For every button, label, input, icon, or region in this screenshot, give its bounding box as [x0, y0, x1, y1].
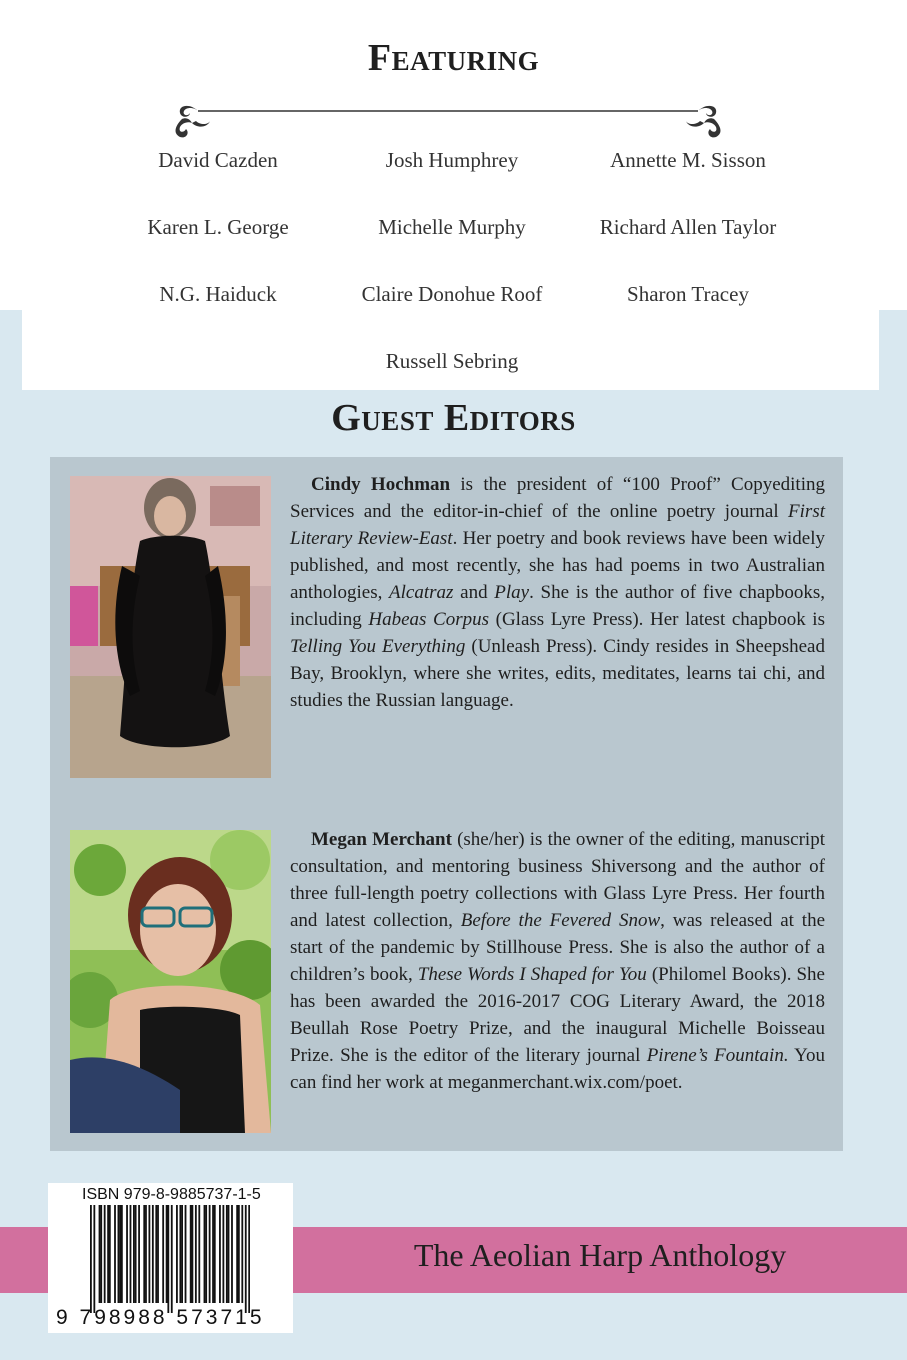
- barcode-bar: [114, 1205, 116, 1303]
- barcode-bar: [133, 1205, 135, 1303]
- editor-photo-megan: [70, 830, 271, 1133]
- barcode-bar: [185, 1205, 187, 1303]
- barcode-bar: [167, 1205, 169, 1313]
- editor-photo-cindy: [70, 476, 271, 778]
- barcode-bar: [130, 1205, 132, 1303]
- barcode-bar: [171, 1205, 173, 1313]
- barcode-bar: [195, 1205, 197, 1303]
- barcode-bar: [90, 1205, 92, 1313]
- barcode-bar: [238, 1205, 240, 1303]
- bio-text-run: (she/her) is the owner of the editing, manuscript consultation, and mentoring business Shiversong and the author of three full-length poetry collections with Glass Lyre Press. Her fourth and latest collection,: [290, 829, 825, 931]
- bio-text-run: Before the Fevered Snow: [460, 910, 661, 931]
- barcode-bar: [209, 1205, 211, 1303]
- barcode-bar: [166, 1205, 168, 1303]
- barcode-bar: [245, 1205, 247, 1313]
- bio-text-run: First Literary Review-East: [290, 501, 825, 549]
- guest-editors-heading: Guest Editors: [331, 397, 576, 439]
- barcode-bar: [109, 1205, 111, 1303]
- barcode-bar: [118, 1205, 120, 1303]
- barcode-bar: [236, 1205, 238, 1303]
- barcode-bar: [222, 1205, 224, 1303]
- barcode-bar: [241, 1205, 243, 1303]
- barcode-bar: [145, 1205, 147, 1303]
- barcode-bar: [138, 1205, 140, 1303]
- featuring-heading: Featuring: [367, 37, 540, 79]
- bio-text-run: Alcatraz: [389, 582, 454, 603]
- barcode-bar: [100, 1205, 102, 1303]
- barcode-bar: [152, 1205, 154, 1303]
- barcode-bar: [205, 1205, 207, 1303]
- author-name: Richard Allen Taylor: [599, 215, 777, 239]
- bio-text-run: Pirene’s Fountain.: [646, 1045, 789, 1066]
- isbn-label: ISBN 979-8-9885737-1-5: [82, 1186, 261, 1203]
- bio-text-run: (Unleash Press). Cindy resides in Sheepshead Bay, Brooklyn, where she writes, edits, meditates, learns tai chi, and studies the Russian language.: [290, 636, 825, 711]
- book-title: The Aeolian Harp Anthology: [413, 1237, 787, 1273]
- barcode-bar: [99, 1205, 101, 1303]
- bio-text-run: and: [453, 582, 495, 603]
- author-name: David Cazden: [158, 148, 278, 172]
- barcode-bar: [121, 1205, 123, 1303]
- author-name: Annette M. Sisson: [610, 148, 766, 172]
- editor-bio-megan: [290, 826, 825, 1096]
- bio-text-run: You can find her work at meganmerchant.wix.com/poet.: [290, 1045, 825, 1093]
- author-name: Claire Donohue Roof: [361, 282, 543, 306]
- bio-text-run: Habeas Corpus: [368, 609, 490, 630]
- barcode-bar: [148, 1205, 150, 1303]
- barcode-bar: [192, 1205, 194, 1303]
- author-name: Michelle Murphy: [378, 215, 526, 239]
- bio-text-run: Play: [494, 582, 530, 603]
- barcode-bar: [214, 1205, 216, 1303]
- barcode-bar: [231, 1205, 233, 1303]
- corner-fold: [0, 310, 22, 390]
- bio-text-run: Megan Merchant: [311, 829, 452, 850]
- barcode-bar: [135, 1205, 137, 1303]
- barcode-bar: [198, 1205, 200, 1303]
- barcode-bar: [212, 1205, 214, 1303]
- barcode-bar: [190, 1205, 192, 1303]
- author-name: Russell Sebring: [385, 349, 519, 373]
- barcode-bar: [248, 1205, 250, 1313]
- editor-bio-cindy: [290, 471, 825, 714]
- barcode-bar: [226, 1205, 228, 1303]
- barcode-bar: [176, 1205, 178, 1303]
- barcode-bar: [93, 1205, 95, 1313]
- barcode-graphic: [90, 1205, 250, 1313]
- bio-text-run: These Words I Shaped for You: [417, 964, 647, 985]
- bio-text-run: Telling You Everything: [290, 636, 466, 657]
- author-name: Karen L. George: [147, 215, 289, 239]
- barcode-bar: [157, 1205, 159, 1303]
- barcode-bar: [219, 1205, 221, 1303]
- barcode-bar: [143, 1205, 145, 1303]
- bio-text-run: (Philomel Books). She has been awarded the 2016-2017 COG Literary Award, the 2018 Beullah Rose Poetry Prize, and the inaugural Michelle Boisseau Prize. She is the editor of the literary journal: [290, 964, 825, 1066]
- author-name: Sharon Tracey: [627, 282, 749, 306]
- author-name: N.G. Haiduck: [159, 282, 277, 306]
- barcode-bar: [119, 1205, 121, 1303]
- bio-text-run: Cindy Hochman: [311, 474, 451, 495]
- barcode-bar: [155, 1205, 157, 1303]
- barcode-bar: [162, 1205, 164, 1303]
- barcode-bar: [228, 1205, 230, 1303]
- bio-text-run: (Glass Lyre Press). Her latest chapbook is: [489, 609, 825, 630]
- barcode-bar: [179, 1205, 181, 1303]
- barcode-bar: [107, 1205, 109, 1303]
- bio-text-run: . Her poetry and book reviews have been widely published, and most recently, she has had poems in two Australian anthologies,: [290, 528, 825, 603]
- barcode-digits: 9 798988 573715: [56, 1306, 265, 1329]
- bio-text-run: . She is the author of five chapbooks, including: [290, 582, 825, 630]
- barcode-bar: [204, 1205, 206, 1303]
- author-name: Josh Humphrey: [385, 148, 519, 172]
- barcode-bar: [126, 1205, 128, 1303]
- barcode-bar: [104, 1205, 106, 1303]
- bio-text-run: , was released at the start of the pandemic by Stillhouse Press. She is also the author of a children’s book,: [290, 910, 825, 985]
- flourish-divider-icon: [168, 99, 728, 141]
- bio-text-run: is the president of “100 Proof” Copyediting Services and the editor-in-chief of the online poetry journal: [290, 474, 825, 522]
- barcode-bar: [181, 1205, 183, 1303]
